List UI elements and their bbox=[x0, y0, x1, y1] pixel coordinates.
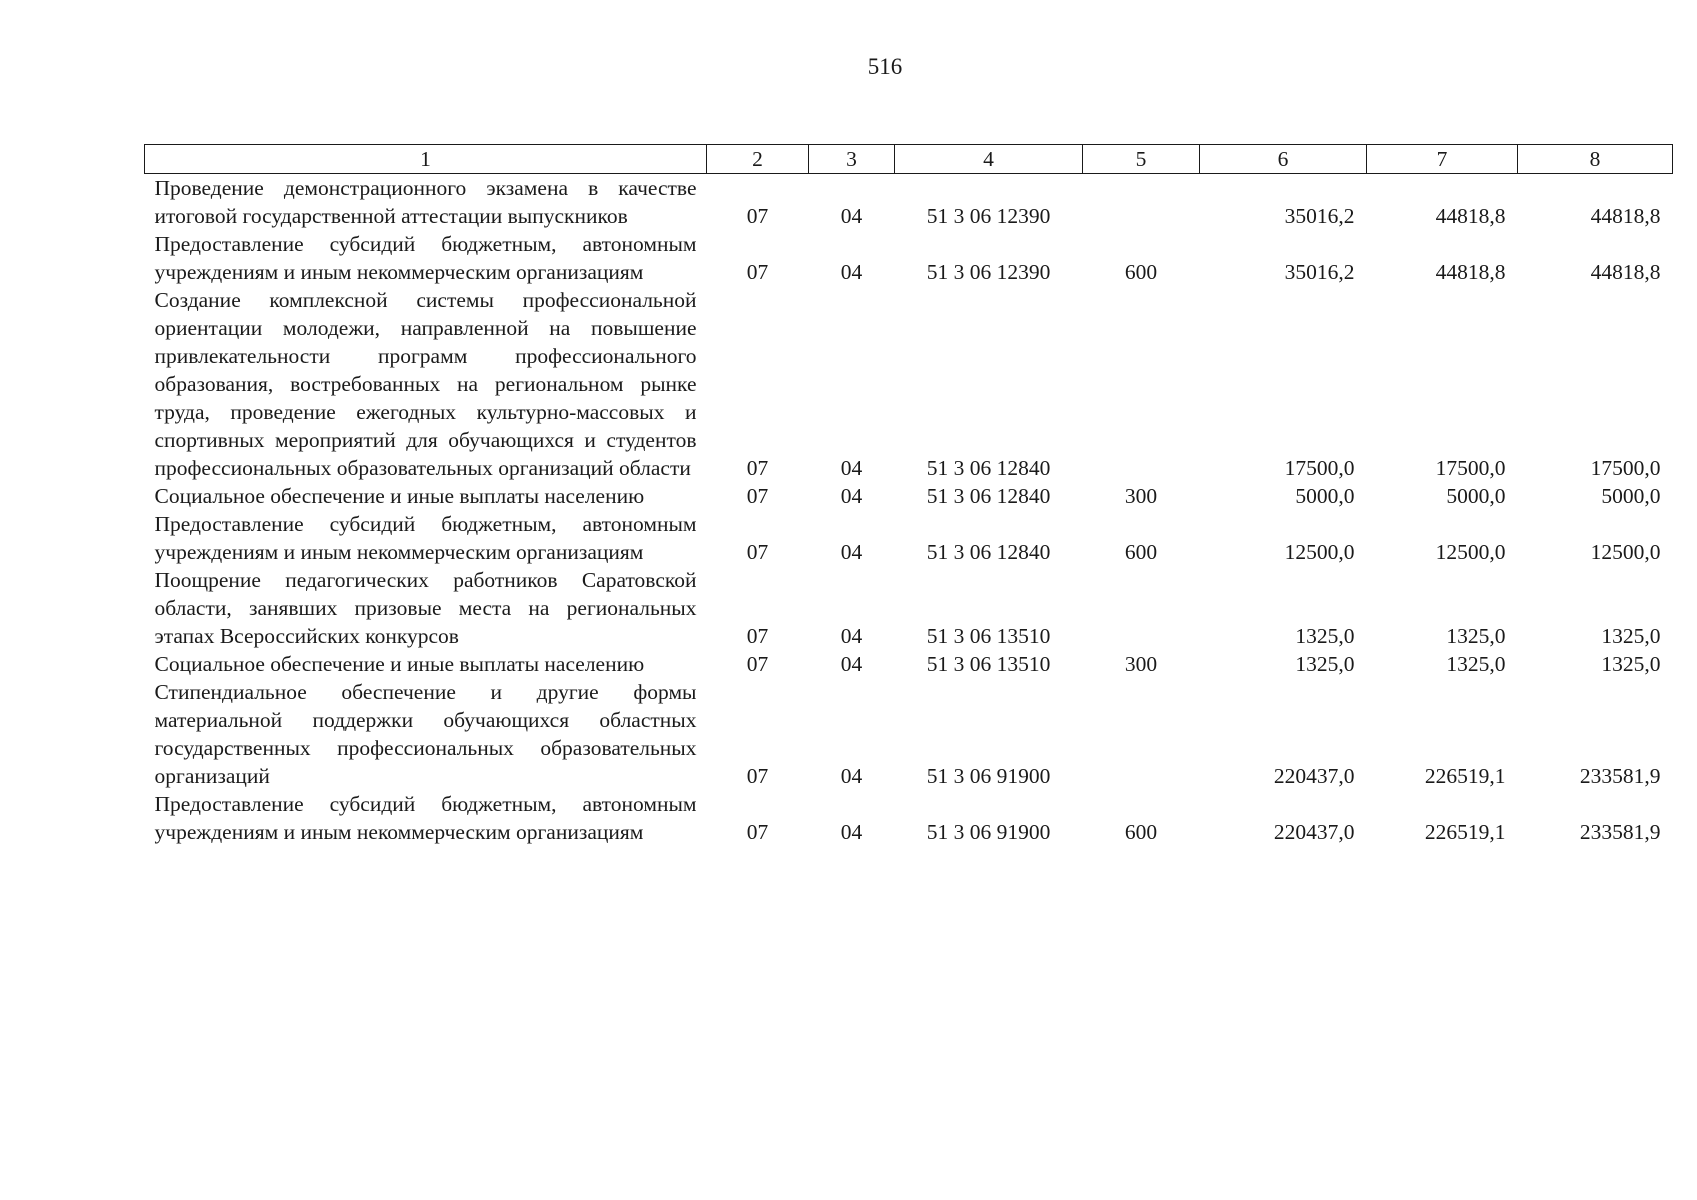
amount-col-7: 12500,0 bbox=[1435, 540, 1506, 564]
row-description: Предоставление субсидий бюджетным, автономным учреждениям и иным некоммерческим организациям bbox=[154, 792, 697, 844]
column-header: 1 bbox=[145, 145, 707, 174]
section-code: 07 bbox=[746, 624, 769, 648]
amount-col-7: 44818,8 bbox=[1435, 260, 1506, 284]
expense-type-code: 300 bbox=[1124, 484, 1158, 508]
amount-col-7: 1325,0 bbox=[1446, 652, 1506, 676]
row-description: Предоставление субсидий бюджетным, автономным учреждениям и иным некоммерческим организациям bbox=[154, 512, 697, 564]
amount-col-8: 17500,0 bbox=[1590, 456, 1661, 480]
target-article-code: 51 3 06 12390 bbox=[926, 260, 1051, 284]
column-header: 2 bbox=[707, 145, 809, 174]
expense-type-code: 600 bbox=[1124, 820, 1158, 844]
table-row bbox=[145, 510, 1673, 566]
row-description: Создание комплексной системы профессиональной ориентации молодежи, направленной на повышение привлекательности программ профессионального образования, востребованных на региональном рынке труда, проведение ежегодных культурно-массовых и спортивных мероприятий для обучающихся и студентов профессиональных образовательных организаций области bbox=[154, 288, 697, 480]
column-header: 4 bbox=[895, 145, 1083, 174]
expense-type-code: 300 bbox=[1124, 652, 1158, 676]
amount-col-6: 35016,2 bbox=[1284, 260, 1355, 284]
section-code: 07 bbox=[746, 764, 769, 788]
subsection-code: 04 bbox=[840, 540, 863, 564]
row-description: Проведение демонстрационного экзамена в качестве итоговой государственной аттестации выпускников bbox=[154, 176, 697, 228]
amount-col-8: 1325,0 bbox=[1601, 624, 1661, 648]
section-code: 07 bbox=[746, 540, 769, 564]
table-row bbox=[145, 174, 1673, 231]
section-code: 07 bbox=[746, 260, 769, 284]
column-header: 3 bbox=[809, 145, 895, 174]
subsection-code: 04 bbox=[840, 484, 863, 508]
section-code: 07 bbox=[746, 484, 769, 508]
row-description: Социальное обеспечение и иные выплаты населению bbox=[154, 652, 645, 676]
amount-col-7: 226519,1 bbox=[1424, 820, 1506, 844]
amount-col-8: 5000,0 bbox=[1601, 484, 1661, 508]
amount-col-6: 1325,0 bbox=[1295, 624, 1355, 648]
table-body bbox=[145, 174, 1673, 847]
amount-col-8: 44818,8 bbox=[1590, 204, 1661, 228]
expense-type-code bbox=[1083, 678, 1200, 790]
amount-col-8: 233581,9 bbox=[1579, 820, 1661, 844]
column-header: 5 bbox=[1083, 145, 1200, 174]
row-description: Социальное обеспечение и иные выплаты населению bbox=[154, 484, 645, 508]
target-article-code: 51 3 06 12840 bbox=[926, 540, 1051, 564]
section-code: 07 bbox=[746, 456, 769, 480]
expense-type-code: 600 bbox=[1124, 540, 1158, 564]
budget-table bbox=[144, 144, 1673, 846]
target-article-code: 51 3 06 12840 bbox=[926, 484, 1051, 508]
amount-col-8: 44818,8 bbox=[1590, 260, 1661, 284]
column-header: 8 bbox=[1518, 145, 1673, 174]
subsection-code: 04 bbox=[840, 764, 863, 788]
amount-col-6: 1325,0 bbox=[1295, 652, 1355, 676]
target-article-code: 51 3 06 13510 bbox=[926, 624, 1051, 648]
target-article-code: 51 3 06 91900 bbox=[926, 820, 1051, 844]
amount-col-6: 5000,0 bbox=[1295, 484, 1355, 508]
amount-col-7: 5000,0 bbox=[1446, 484, 1506, 508]
target-article-code: 51 3 06 13510 bbox=[926, 652, 1051, 676]
table-row bbox=[145, 678, 1673, 790]
table-row bbox=[145, 790, 1673, 846]
row-description: Стипендиальное обеспечение и другие формы материальной поддержки обучающихся областных государственных профессиональных образовательных организаций bbox=[154, 680, 697, 788]
table-row bbox=[145, 566, 1673, 650]
subsection-code: 04 bbox=[840, 204, 863, 228]
column-header: 6 bbox=[1200, 145, 1367, 174]
amount-col-6: 35016,2 bbox=[1284, 204, 1355, 228]
expense-type-code bbox=[1083, 286, 1200, 482]
column-header: 7 bbox=[1367, 145, 1518, 174]
amount-col-7: 17500,0 bbox=[1435, 456, 1506, 480]
expense-type-code: 600 bbox=[1124, 260, 1158, 284]
table-row bbox=[145, 650, 1673, 678]
amount-col-8: 1325,0 bbox=[1601, 652, 1661, 676]
expense-type-code bbox=[1083, 566, 1200, 650]
target-article-code: 51 3 06 91900 bbox=[926, 764, 1051, 788]
target-article-code: 51 3 06 12840 bbox=[926, 456, 1051, 480]
expense-type-code bbox=[1083, 174, 1200, 231]
page-number: 516 bbox=[867, 54, 903, 79]
amount-col-8: 12500,0 bbox=[1590, 540, 1661, 564]
section-code: 07 bbox=[746, 820, 769, 844]
amount-col-7: 226519,1 bbox=[1424, 764, 1506, 788]
subsection-code: 04 bbox=[840, 260, 863, 284]
subsection-code: 04 bbox=[840, 820, 863, 844]
column-number-row bbox=[145, 145, 1673, 174]
target-article-code: 51 3 06 12390 bbox=[926, 204, 1051, 228]
amount-col-8: 233581,9 bbox=[1579, 764, 1661, 788]
table-row bbox=[145, 482, 1673, 510]
amount-col-6: 12500,0 bbox=[1284, 540, 1355, 564]
section-code: 07 bbox=[746, 204, 769, 228]
subsection-code: 04 bbox=[840, 456, 863, 480]
table-row bbox=[145, 230, 1673, 286]
amount-col-6: 220437,0 bbox=[1273, 764, 1355, 788]
table-row bbox=[145, 286, 1673, 482]
amount-col-6: 17500,0 bbox=[1284, 456, 1355, 480]
section-code: 07 bbox=[746, 652, 769, 676]
subsection-code: 04 bbox=[840, 652, 863, 676]
amount-col-7: 44818,8 bbox=[1435, 204, 1506, 228]
subsection-code: 04 bbox=[840, 624, 863, 648]
amount-col-7: 1325,0 bbox=[1446, 624, 1506, 648]
amount-col-6: 220437,0 bbox=[1273, 820, 1355, 844]
row-description: Поощрение педагогических работников Саратовской области, занявших призовые места на региональных этапах Всероссийских конкурсов bbox=[154, 568, 697, 648]
row-description: Предоставление субсидий бюджетным, автономным учреждениям и иным некоммерческим организациям bbox=[154, 232, 697, 284]
